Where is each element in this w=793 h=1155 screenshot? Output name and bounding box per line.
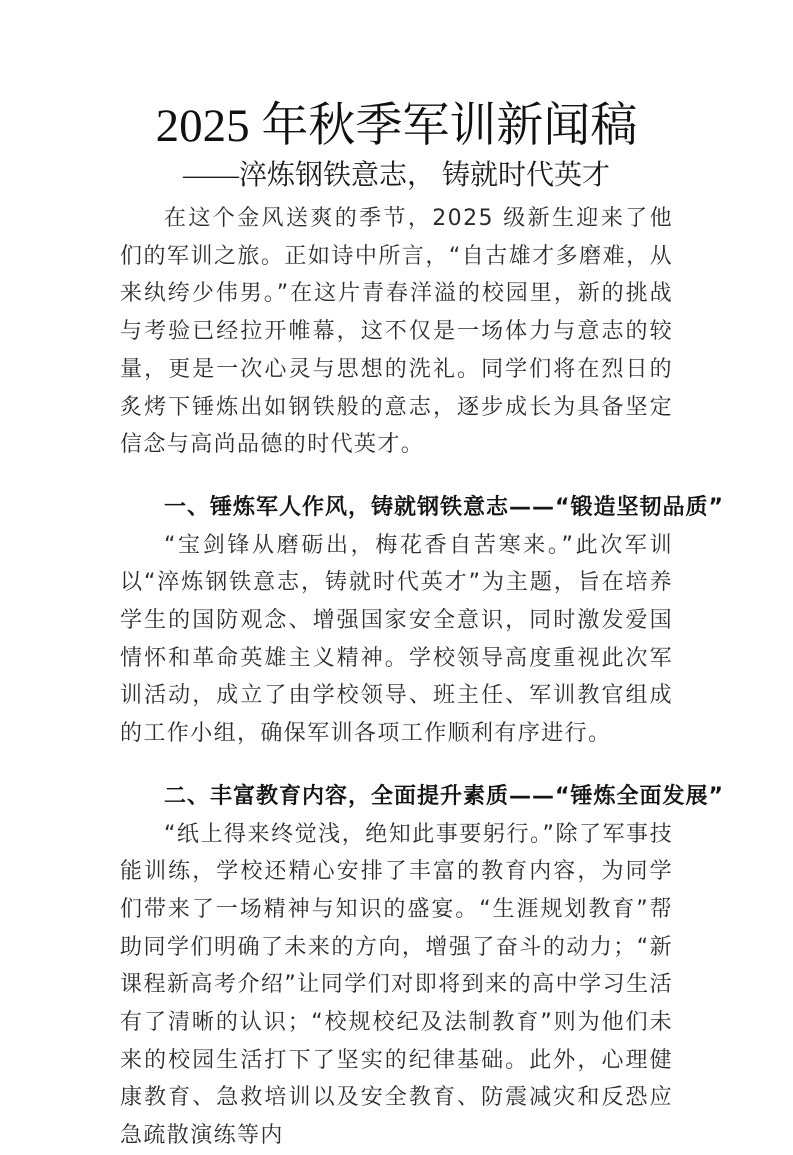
section-2-paragraph: “纸上得来终觉浅，绝知此事要躬行。”除了军事技能训练，学校还精心安排了丰富的教育内容，为同学们带来了一场精神与知识的盛宴。“生涯规划教育”帮助同学们明确了未来的方向，增强了奋斗的动力；“新课程新高考介绍”让同学们对即将到来的高中学习生活有了清晰的认识；“校规校纪及法制教育”则为他们未来的校园生活打下了坚实的纪律基础。此外，心理健康教育、急救培训以及安全教育、防震减灾和反恐应急疏散演练等内	[120, 821, 673, 1149]
document-title: 2025 年秋季军训新闻稿	[155, 100, 638, 152]
section-1-paragraph: “宝剑锋从磨砺出，梅花香自苦寒来。”此次军训以“淬炼钢铁意志，铸就时代英才”为主题，旨在培养学生的国防观念、增强国家安全意识，同时激发爱国情怀和革命英雄主义精神。学校领导高度重视此次军训活动，成立了由学校领导、班主任、军训教官组成的工作小组，确保军训各项工作顺利有序进行。	[120, 532, 673, 747]
document-body	[120, 200, 724, 1155]
section-heading-1: 一、锤炼军人作风，铸就钢铁意志——“锻造坚韧品质”	[164, 494, 724, 520]
section-heading-2: 二、丰富教育内容，全面提升素质——“锤炼全面发展”	[164, 783, 724, 809]
intro-paragraph: 在这个金风送爽的季节，2025 级新生迎来了他们的军训之旅。正如诗中所言，“自古雄才多磨难，从来纨绔少伟男。”在这片青春洋溢的校园里，新的挑战与考验已经拉开帷幕，这不仅是一场体力与意志的较量，更是一次心灵与思想的洗礼。同学们将在烈日的炙烤下锤炼出如钢铁般的意志，逐步成长为具备坚定信念与高尚品德的时代英才。	[120, 206, 673, 458]
document-subtitle: ——淬炼钢铁意志， 铸就时代英才	[182, 160, 610, 191]
